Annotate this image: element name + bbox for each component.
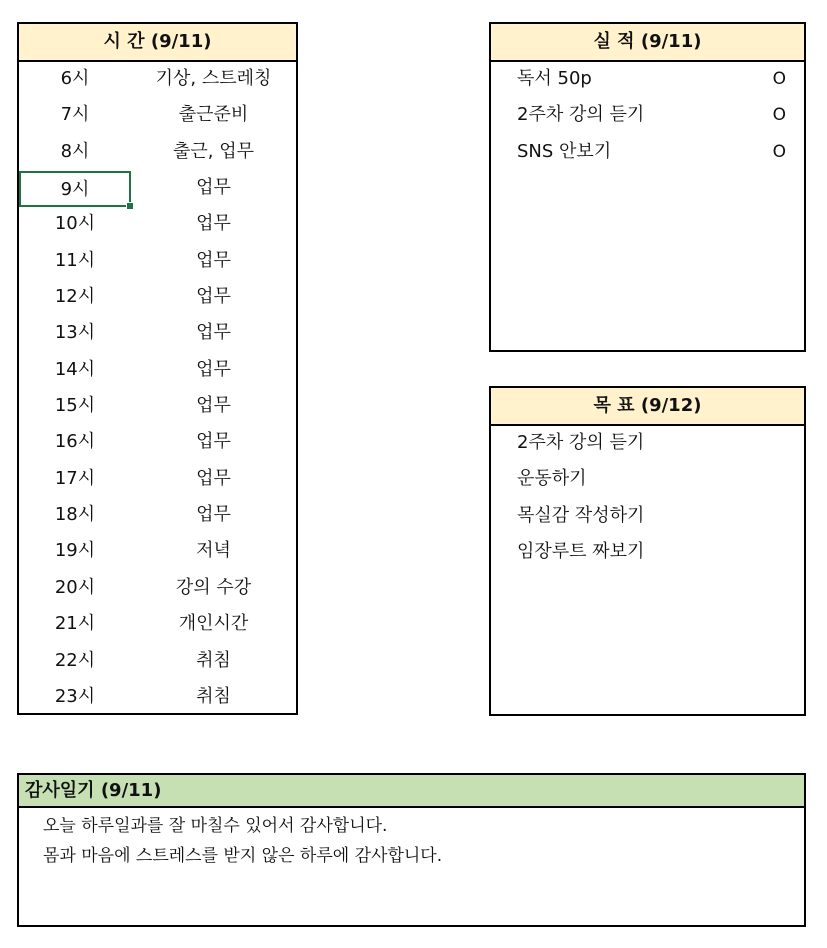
goals-row[interactable]: 목실감 작성하기	[517, 504, 645, 526]
schedule-row	[19, 644, 296, 680]
schedule-hour-cell-selected[interactable]: 9시	[19, 171, 131, 207]
schedule-row	[19, 207, 296, 243]
schedule-hour-cell[interactable]: 17시	[54, 467, 96, 489]
schedule-row	[19, 389, 296, 425]
schedule-hour-cell[interactable]: 7시	[60, 104, 90, 126]
schedule-activity-cell[interactable]: 업무	[196, 249, 231, 271]
schedule-activity-cell[interactable]: 강의 수강	[175, 576, 252, 598]
schedule-activity-cell[interactable]: 업무	[196, 467, 231, 489]
results-done-mark: O	[772, 105, 786, 126]
schedule-activity-cell[interactable]: 출근, 업무	[173, 140, 254, 162]
results-row[interactable]	[491, 135, 804, 171]
schedule-hour-cell[interactable]: 8시	[60, 140, 90, 162]
schedule-row	[19, 425, 296, 461]
schedule-row	[19, 498, 296, 534]
goals-header[interactable]: 목 표 (9/12)	[491, 388, 804, 426]
gratitude-header[interactable]: 감사일기 (9/11)	[19, 775, 804, 808]
results-done-mark: O	[772, 69, 786, 89]
schedule-row	[19, 244, 296, 280]
schedule-row	[19, 353, 296, 389]
gratitude-line[interactable]: 오늘 하루일과를 잘 마칠수 있어서 감사합니다.	[43, 816, 388, 836]
schedule-activity-cell[interactable]: 업무	[196, 504, 231, 526]
results-row[interactable]	[491, 62, 804, 98]
goals-table	[489, 386, 806, 716]
schedule-row	[19, 280, 296, 316]
schedule-row	[19, 534, 296, 570]
schedule-row	[19, 571, 296, 607]
schedule-hour-cell[interactable]: 6시	[60, 68, 90, 89]
schedule-hour-cell[interactable]: 14시	[54, 358, 96, 380]
schedule-hour-cell[interactable]: 13시	[54, 322, 96, 344]
schedule-hour-cell[interactable]: 22시	[54, 649, 96, 671]
schedule-table	[17, 22, 298, 715]
goals-row[interactable]: 2주차 강의 듣기	[517, 432, 645, 453]
schedule-hour-cell[interactable]: 15시	[54, 395, 96, 417]
results-item-text: 2주차 강의 듣기	[517, 104, 645, 126]
schedule-activity-cell[interactable]: 업무	[196, 322, 231, 344]
gratitude-line[interactable]: 몸과 마음에 스트레스를 받지 않은 하루에 감사합니다.	[43, 846, 443, 866]
schedule-hour-cell[interactable]: 23시	[54, 685, 96, 707]
schedule-hour-cell[interactable]: 19시	[54, 540, 96, 562]
schedule-hour-cell[interactable]: 16시	[54, 431, 96, 453]
schedule-activity-cell[interactable]: 업무	[196, 213, 231, 235]
schedule-row	[19, 171, 296, 207]
schedule-activity-cell[interactable]: 기상, 스트레칭	[155, 68, 272, 89]
results-row[interactable]	[491, 98, 804, 134]
schedule-hour-cell[interactable]: 12시	[54, 286, 96, 308]
schedule-header[interactable]: 시 간 (9/11)	[19, 24, 296, 62]
results-done-mark: O	[772, 141, 786, 162]
results-table	[489, 22, 806, 352]
schedule-activity-cell[interactable]: 저녁	[196, 540, 231, 562]
schedule-activity-cell[interactable]: 출근준비	[178, 104, 249, 126]
schedule-activity-cell[interactable]: 업무	[196, 177, 231, 199]
schedule-row	[19, 135, 296, 171]
goals-row[interactable]: 운동하기	[517, 468, 587, 490]
gratitude-journal	[17, 773, 806, 927]
schedule-activity-cell[interactable]: 업무	[196, 431, 231, 453]
schedule-row	[19, 607, 296, 643]
schedule-hour-cell[interactable]: 21시	[54, 613, 96, 635]
schedule-activity-cell[interactable]: 업무	[196, 286, 231, 308]
schedule-activity-cell[interactable]: 업무	[196, 395, 231, 417]
schedule-row	[19, 316, 296, 352]
schedule-hour-cell[interactable]: 20시	[54, 576, 96, 598]
schedule-hour-cell[interactable]: 18시	[54, 504, 96, 526]
schedule-row	[19, 462, 296, 498]
schedule-activity-cell[interactable]: 업무	[196, 358, 231, 380]
schedule-row	[19, 680, 296, 716]
results-item-text: SNS 안보기	[517, 140, 612, 162]
schedule-row	[19, 62, 296, 98]
schedule-activity-cell[interactable]: 개인시간	[178, 613, 249, 635]
schedule-activity-cell[interactable]: 취침	[196, 685, 231, 707]
schedule-hour-cell[interactable]: 11시	[54, 249, 96, 271]
schedule-activity-cell[interactable]: 취침	[196, 649, 231, 671]
schedule-row	[19, 98, 296, 134]
schedule-hour-cell[interactable]: 10시	[54, 213, 96, 235]
results-header[interactable]: 실 적 (9/11)	[491, 24, 804, 62]
goals-row[interactable]: 임장루트 짜보기	[517, 541, 645, 563]
results-item-text: 독서 50p	[517, 68, 592, 89]
